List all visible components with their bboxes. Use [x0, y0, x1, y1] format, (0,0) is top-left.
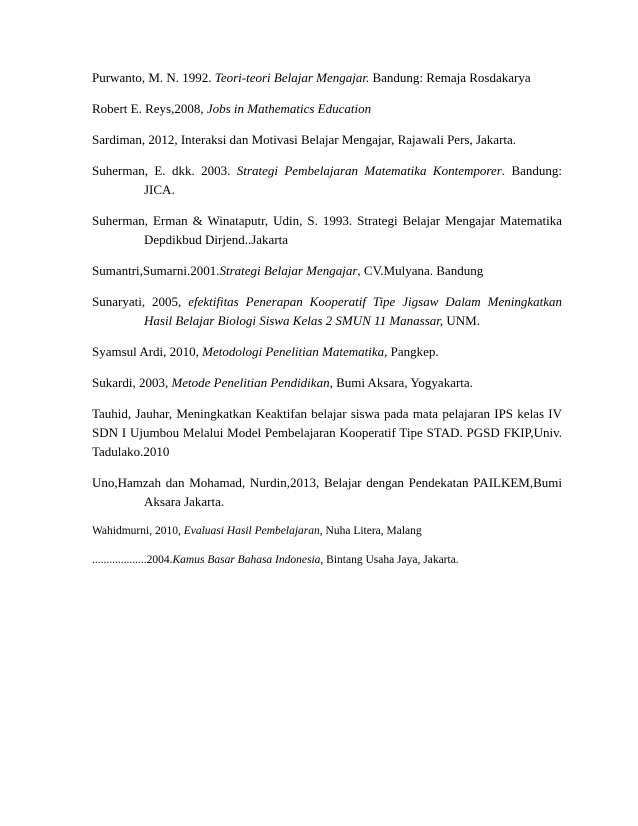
reference-title: Kamus Basar Bahasa Indonesia,: [172, 554, 324, 566]
reference-text: Uno,Hamzah dan Mohamad, Nurdin,2013, Belajar dengan Pendekatan PAILKEM,Bumi Aksara Jakarta.: [92, 475, 562, 509]
reference-text: Suherman, Erman & Winataputr, Udin, S. 1993. Strategi Belajar Mengajar Matematika Depdikbud Dirjend..Jakarta: [92, 213, 562, 247]
reference-title: Strategi Pembelajaran Matematika Kontemporer: [236, 163, 502, 178]
reference-text: Robert E. Reys,2008,: [92, 101, 207, 116]
reference-entry: [92, 552, 562, 569]
reference-text: ...................2004.: [92, 554, 173, 566]
reference-entry: [92, 292, 562, 330]
reference-text: , Nuha Litera, Malang: [319, 525, 422, 537]
reference-text: Syamsul Ardi, 2010,: [92, 344, 203, 359]
reference-text: . Bandung: JICA.: [144, 163, 562, 197]
reference-title: Jobs in Mathematics Education: [206, 101, 372, 116]
reference-entry: [92, 68, 562, 87]
reference-title: Metode Penelitian Pendidikan: [171, 375, 330, 390]
reference-text: Sunaryati, 2005,: [92, 294, 189, 309]
reference-entry: [92, 211, 562, 249]
reference-entry: [92, 342, 562, 361]
reference-text: Sardiman, 2012, Interaksi dan Motivasi Belajar Mengajar, Rajawali Pers, Jakarta.: [92, 132, 517, 147]
reference-text: Bandung: Remaja Rosdakarya: [369, 70, 531, 85]
reference-text: Purwanto, M. N. 1992.: [92, 70, 215, 85]
reference-text: Wahidmurni, 2010,: [92, 525, 184, 537]
reference-text: , Bumi Aksara, Yogyakarta.: [329, 375, 473, 390]
reference-entry: [92, 261, 562, 280]
reference-text: Sumantri,Sumarni.2001.: [92, 263, 220, 278]
reference-entry: [92, 373, 562, 392]
reference-title: Metodologi Penelitian Matematika: [202, 344, 385, 359]
reference-entry: [92, 523, 562, 540]
reference-title: efektifitas Penerapan Kooperatif Tipe Jigsaw Dalam Meningkatkan Hasil Belajar Biologi Siswa Kelas 2 SMUN 11 Manassar,: [144, 294, 562, 328]
reference-text: , Pangkep.: [384, 344, 439, 359]
reference-entry: [92, 473, 562, 511]
reference-text: UNM.: [443, 313, 480, 328]
reference-text: Sukardi, 2003,: [92, 375, 172, 390]
reference-title: Teori-teori Belajar Mengajar.: [214, 70, 370, 85]
reference-text: Bintang Usaha Jaya, Jakarta.: [323, 554, 459, 566]
reference-title: Strategi Belajar Mengajar: [219, 263, 358, 278]
reference-entry: [92, 404, 562, 461]
reference-text: Suherman, E. dkk. 2003.: [92, 163, 237, 178]
reference-text: Tauhid, Jauhar, Meningkatkan Keaktifan belajar siswa pada mata pelajaran IPS kelas IV SDN I Ujumbou Melalui Model Pembelajaran Kooperatif Tipe STAD. PGSD FKIP,Univ. Tadulako.2010: [92, 406, 562, 459]
reference-text: , CV.Mulyana. Bandung: [357, 263, 484, 278]
reference-entry: [92, 161, 562, 199]
reference-title: Evaluasi Hasil Pembelajaran: [183, 525, 320, 537]
reference-entry: [92, 130, 562, 149]
reference-list: [92, 68, 562, 581]
reference-entry: [92, 99, 562, 118]
